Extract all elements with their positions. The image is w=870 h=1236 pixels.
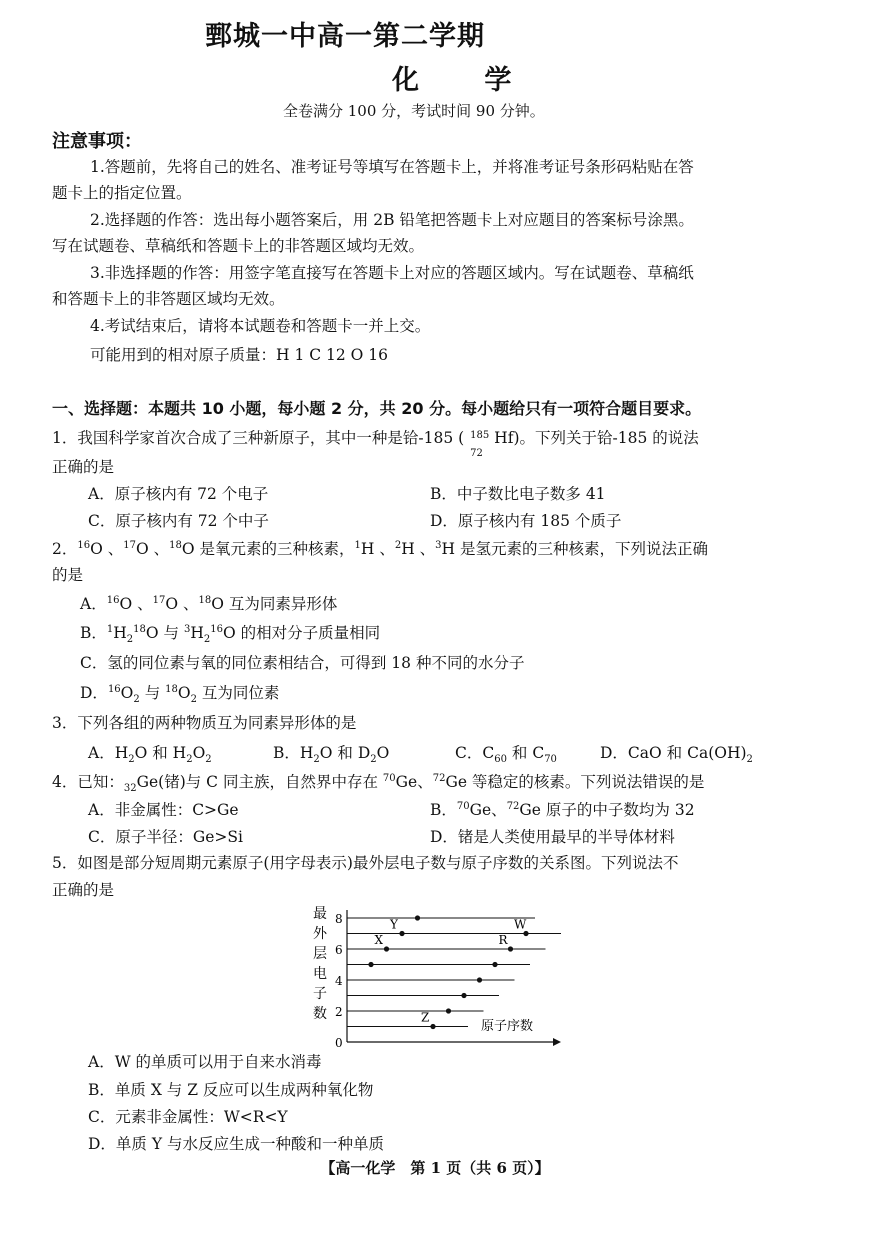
chart-point bbox=[384, 946, 389, 951]
option-b: B．中子数比电子数多 41 bbox=[430, 485, 606, 503]
electron-chart bbox=[305, 902, 565, 1052]
option-a: A．非金属性：C>Ge bbox=[88, 801, 239, 819]
option-a: A．$^{16}$O 、$^{17}$O 、$^{18}$O 互为同素异形体 bbox=[80, 594, 338, 613]
chart-y-tick-label: 4 bbox=[335, 974, 343, 988]
chart-point bbox=[368, 962, 373, 967]
chart-point bbox=[415, 915, 420, 920]
chart-y-ticks bbox=[335, 912, 343, 1050]
question-5-stem-2: 正确的是 bbox=[52, 881, 115, 899]
title-mask bbox=[495, 10, 695, 52]
option-b: B．单质 X 与 Z 反应可以生成两种氧化物 bbox=[88, 1081, 374, 1099]
option-d: D．单质 Y 与水反应生成一种酸和一种单质 bbox=[88, 1135, 385, 1153]
question-1-stem bbox=[52, 425, 699, 459]
option-a: A．$H_2O$ 和 $H_2O_2$ bbox=[88, 744, 212, 766]
question-4-stem: 4．已知：$_{32}$Ge(锗)与 C 同主族，自然界中存在 $^{70}$Ge、$^{72}$Ge 等稳定的核素。下列说法错误的是 bbox=[52, 772, 705, 795]
question-5-stem: 5．如图是部分短周期元素原子(用字母表示)最外层电子数与原子序数的关系图。下列说法不 bbox=[52, 854, 679, 872]
chart-y-label-char: 子 bbox=[313, 986, 327, 1002]
chart-point-label: R bbox=[498, 933, 508, 947]
option-d: D．CaO 和 $Ca(OH)_2$ bbox=[600, 744, 753, 766]
mass-number: 185 bbox=[470, 430, 490, 441]
page-footer: 【高一化学 第 1 页（共 6 页）】 bbox=[320, 1159, 550, 1177]
option-b: B．$^{70}$Ge、$^{72}$Ge 原子的中子数均为 32 bbox=[430, 800, 695, 819]
notice-line: 和答题卡上的非答题区域均无效。 bbox=[52, 290, 285, 308]
q1-stem-b: )。下列关于铪-185 的说法 bbox=[513, 429, 699, 447]
chart-y-tick-label: 6 bbox=[335, 943, 343, 957]
notice-line: 写在试题卷、草稿纸和答题卡上的非答题区域均无效。 bbox=[52, 237, 425, 255]
nuclide-notation bbox=[464, 429, 494, 459]
chart-point-label: Y bbox=[390, 917, 398, 932]
notice-line: 可能用到的相对原子质量：H 1 C 12 O 16 bbox=[90, 346, 389, 364]
chart-y-tick-label: 2 bbox=[335, 1005, 343, 1019]
notice-line: 2.选择题的作答：选出每小题答案后，用 2B 铅笔把答题卡上对应题目的答案标号涂黑。 bbox=[90, 211, 694, 229]
atomic-number: 72 bbox=[470, 448, 483, 459]
full-score-note: 全卷满分 100 分，考试时间 90 分钟。 bbox=[283, 102, 545, 120]
chart-point bbox=[461, 993, 466, 998]
q1-stem-a: 1．我国科学家首次合成了三种新原子，其中一种是铪-185 ( bbox=[52, 429, 465, 447]
chart-y-label-char: 最 bbox=[313, 906, 327, 922]
question-1-stem-2: 正确的是 bbox=[52, 458, 115, 476]
chart-point bbox=[399, 931, 404, 936]
chart-points bbox=[368, 915, 528, 1029]
element-symbol: Hf bbox=[494, 429, 514, 447]
option-b: B．$^1H_2^{18}O$ 与 $^3H_2^{16}O$ 的相对分子质量相同 bbox=[80, 623, 381, 646]
section-heading: 一、选择题：本题共 10 小题，每小题 2 分，共 20 分。每小题给只有一项符合题目要求。 bbox=[52, 399, 702, 418]
question-2-stem: 2．$^{16}$O 、$^{17}$O 、$^{18}$O 是氧元素的三种核素，$^1$H 、$^2$H 、$^3$H 是氢元素的三种核素，下列说法正确 bbox=[52, 539, 708, 558]
chart-point bbox=[492, 962, 497, 967]
chart-point bbox=[430, 1024, 435, 1029]
question-3-stem: 3．下列各组的两种物质互为同素异形体的是 bbox=[52, 714, 357, 732]
option-a: A．W 的单质可以用于自来水消毒 bbox=[88, 1053, 322, 1071]
chart-point bbox=[508, 946, 513, 951]
chart-y-label-char: 电 bbox=[313, 966, 327, 982]
notice-heading: 注意事项： bbox=[52, 131, 142, 152]
notice-line: 题卡上的指定位置。 bbox=[52, 184, 192, 202]
option-d: D．原子核内有 185 个质子 bbox=[430, 512, 622, 530]
chart-point-label: W bbox=[514, 917, 527, 932]
chart-y-axis-label bbox=[313, 906, 328, 1022]
option-b: B．$H_2O$ 和 $D_2O$ bbox=[273, 744, 390, 766]
option-b-text: Ge 原子的中子数均为 32 bbox=[519, 801, 695, 819]
option-c: C．$C_{60}$ 和 $C_{70}$ bbox=[455, 744, 557, 766]
option-d: D．$^{16}O_2$ 与 $^{18}O_2$ 互为同位素 bbox=[80, 683, 280, 706]
notice-line: 1.答题前，先将自己的姓名、准考证号等填写在答题卡上，并将准考证号条形码粘贴在答 bbox=[90, 158, 694, 176]
chart-point bbox=[523, 931, 528, 936]
option-a: A．原子核内有 72 个电子 bbox=[88, 485, 269, 503]
option-c: C．元素非金属性：W<R<Y bbox=[88, 1108, 288, 1126]
option-c: C．原子半径：Ge>Si bbox=[88, 828, 243, 846]
chart-y-label-char: 层 bbox=[313, 946, 327, 962]
chart-y-tick-label: 8 bbox=[335, 912, 343, 926]
option-d: D．锗是人类使用最早的半导体材料 bbox=[430, 828, 675, 846]
notice-line: 4.考试结束后，请将本试题卷和答题卡一并上交。 bbox=[90, 317, 431, 335]
chart-point bbox=[446, 1008, 451, 1013]
chart-y-label-char: 数 bbox=[313, 1006, 327, 1022]
page-title: 鄄城一中高一第二学期 bbox=[205, 21, 485, 52]
option-c: C．氢的同位素与氧的同位素相结合，可得到 18 种不同的水分子 bbox=[80, 654, 525, 672]
notice-line: 3.非选择题的作答：用签字笔直接写在答题卡上对应的答题区域内。写在试题卷、草稿纸 bbox=[90, 264, 694, 282]
chart-point-label: Z bbox=[421, 1010, 430, 1025]
chart-y-tick-label: 0 bbox=[335, 1036, 343, 1050]
chart-point-label: X bbox=[374, 933, 384, 947]
question-2-stem-2: 的是 bbox=[52, 566, 84, 584]
option-c: C．原子核内有 72 个中子 bbox=[88, 512, 269, 530]
chart-point bbox=[477, 977, 482, 982]
chart-x-axis-label: 原子序数 bbox=[481, 1019, 534, 1034]
subject-title: 化 学 bbox=[392, 65, 540, 96]
chart-y-label-char: 外 bbox=[313, 926, 327, 942]
